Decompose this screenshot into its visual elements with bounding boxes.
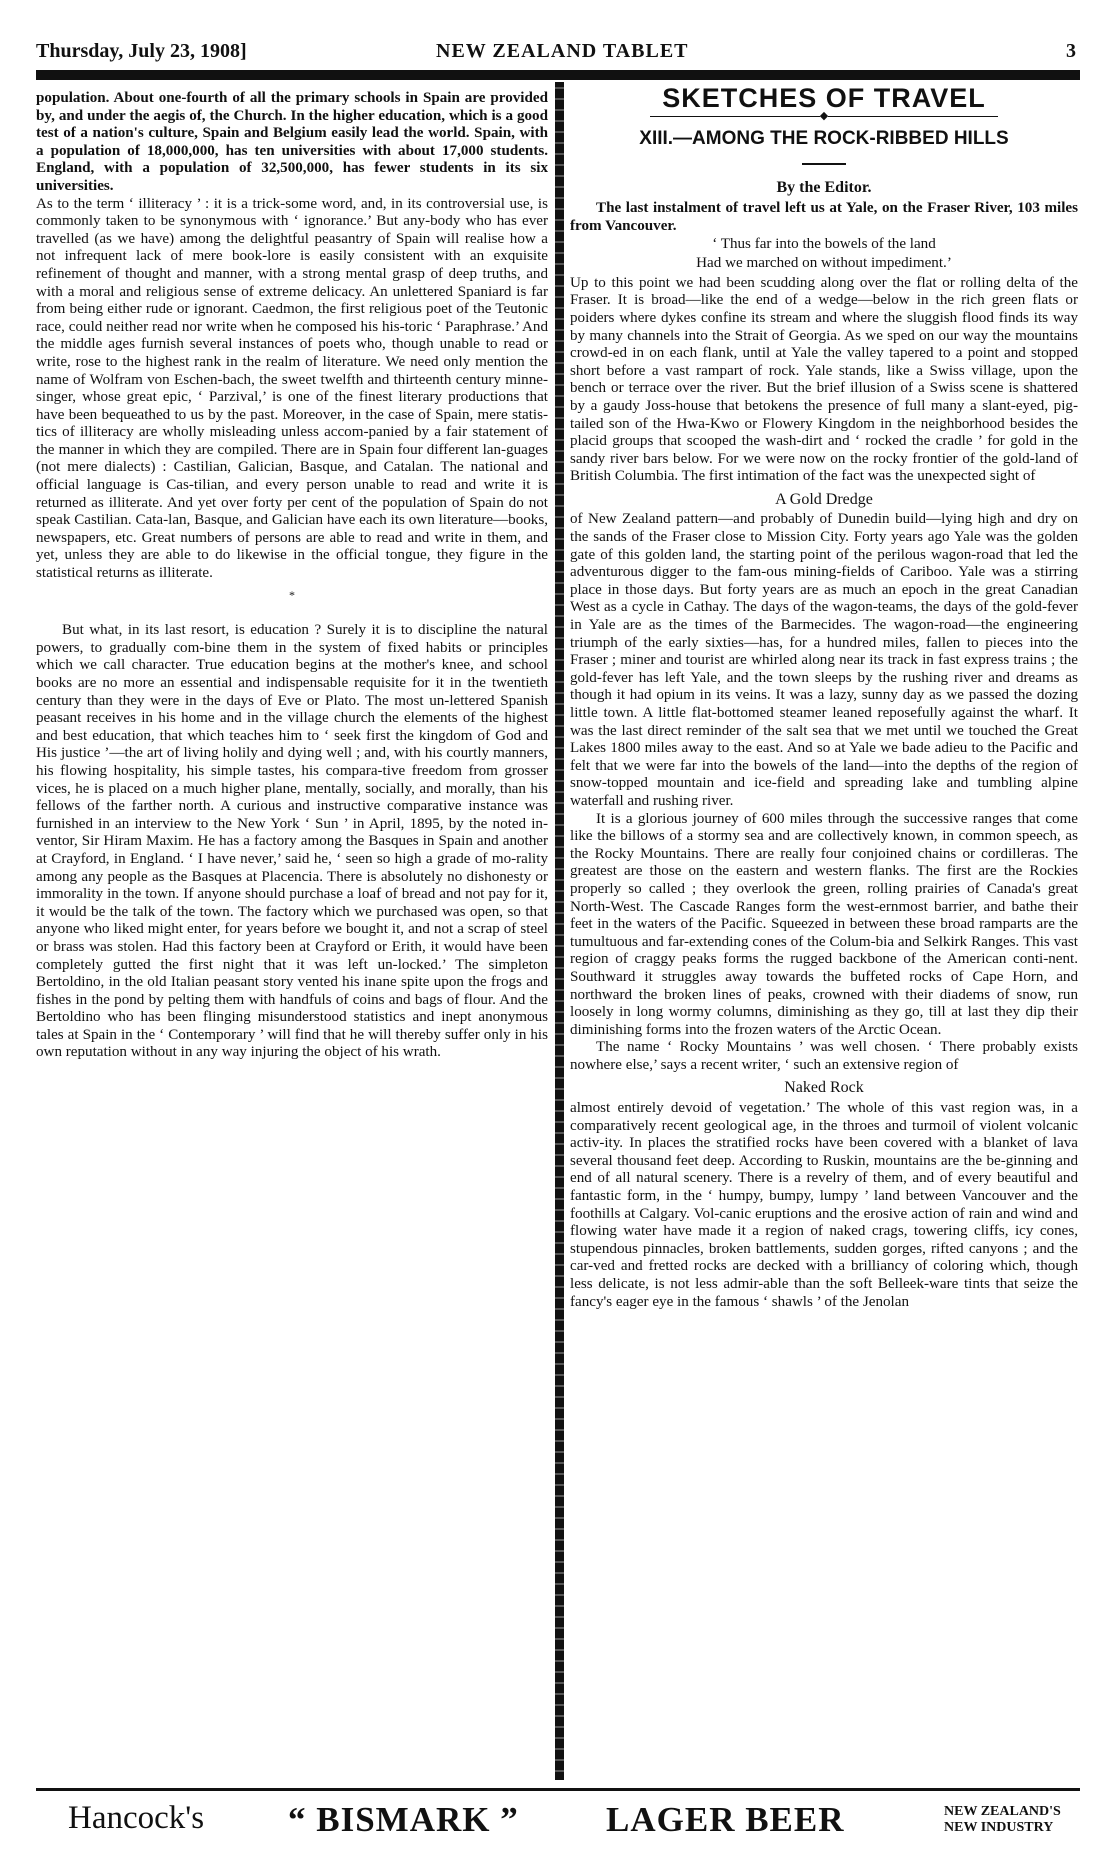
footer-advertisement: [36, 1800, 1080, 1850]
right-column: [570, 83, 1078, 1311]
chapter-title: XIII.—AMONG THE ROCK-RIBBED HILLS: [639, 127, 1009, 149]
header-rule: [36, 70, 1080, 80]
ad-brand: Hancock's: [68, 1800, 205, 1836]
ad-tagline-line: NEW INDUSTRY: [944, 1820, 1054, 1835]
article-paragraph: of New Zealand pattern—and probably of Dunedin build—lying high and dry on the sands of the Fraser close to Mission City. Forty years ago Yale was the golden gate of this golden land, the starting point of the perilous wagon-road that led the adventurous digger to the fam-ous mining-fields of Cariboo. Yale was a stirring place in those days. But forty years are as much an epoch in the great Canadian West as a cycle in Cathay. The days of the wagon-teams, the days of the gold-fever in Yale are as the times of the Barmecides. The wagon-road—the engineering triumph of the early sixties—has, for a hundred miles, fallen to pieces into the Fraser ; miner and tourist are whirled along near its track in fast express trains ; the gold-fever has left Yale, and the town sleeps by the rushing river and dreams as though it had opium in its veins. It was a lazy, sunny day as we passed the dozing little town. A little flat-bottomed steamer leaned reposefully against the wharf. It was the last direct reminder of the salt sea that we met until we touched the Great Lakes 1800 miles away to the east. And so at Yale we bade adieu to the Pacific and felt that we were far into the bowels of the land—into the depths of the region of snow-topped mountain and ice-field and spreading lake and tumbling alpine waterfall and rushing river.: [570, 511, 1078, 809]
ad-product: “ BISMARK ”: [288, 1800, 519, 1839]
article-paragraph: Up to this point we had been scudding along over the flat or rolling delta of the Fraser. It is broad—like the end of a wedge—below in the rich green flats or poiders where dykes confine its stream and where the sluggish flood finds its way by many channels into the Strait of Georgia. As we sped on our way the mountains crowd-ed in on each flank, until at Yale the valley tapered to a point and stopped short before a vast rampart of rock. Yale stands, like a Swiss village, upon the bench or terrace over the river. But the brief illusion of a Swiss scene is shattered by a gaudy Joss-house that betokens the presence of full many a slant-eyed, pig-tailed son of the Hwa-Kwo or Flowery Kingdom in the neighborhood besides the placid groups that scooped the wash-dirt and ‘ rocked the cradle ’ for gold in the sandy river bars below. For we were now on the rocky frontier of the gold-land of British Columbia. The first intimation of the fact was the unexpected sight of: [570, 274, 1078, 485]
column-divider: [555, 82, 564, 1780]
subheading: A Gold Dredge: [775, 490, 873, 508]
article-paragraph: The name ‘ Rocky Mountains ’ was well chosen. ‘ There probably exists nowhere else,’ says a recent writer, ‘ such an extensive region of: [570, 1039, 1078, 1073]
ad-tagline-line: NEW ZEALAND'S: [944, 1804, 1061, 1819]
short-rule: [570, 153, 1078, 171]
intro-paragraph: The last instalment of travel left us at Yale, on the Fraser River, 103 miles from Vancouver.: [570, 200, 1078, 234]
article-paragraph: population. About one-fourth of all the primary schools in Spain are provided by, and under the aegis of, the Church. In the higher education, which is a good test of a nation's culture, Spain and Belgium easily lead the world. Spain, with a population of 18,000,000, has ten universities with about 17,000 students. England, with a population of 32,500,000, has fewer students in its six universities.: [36, 90, 548, 194]
footer-rule: [36, 1788, 1080, 1791]
publication-title: NEW ZEALAND TABLET: [436, 40, 689, 62]
article-paragraph: It is a glorious journey of 600 miles through the successive ranges that come like the billows of a stormy sea and are collectively known, in common speech, as the Rocky Mountains. There are really four conjoined chains or cordilleras. The greatest are those on the eastern and western flanks. The first are the Rockies properly so called ; they overlook the green, rolling prairies of Canada's great North-West. The Cascade Ranges form the west-ernmost barrier, and bathe their feet in the waters of the Pacific. Squeezed in between these broad ramparts are the tumultuous and far-extending cones of the Colum-bia and Selkirk Ranges. This vast region of craggy peaks forms the rugged backbone of the American conti-nent. Southward it struggles away towards the buffeted rocks of Cape Horn, and northward the broken lines of peaks, crowned with their diadems of snow, run loosely in long wormy columns, diminishing as they go, till at last they dip their diminishing forms into the frozen waters of the Arctic Ocean.: [570, 810, 1078, 1038]
section-title: SKETCHES OF TRAVEL: [662, 83, 986, 113]
subheading: Naked Rock: [784, 1079, 864, 1097]
page-header: [36, 40, 1080, 66]
section-separator: *: [289, 587, 295, 602]
left-column: [36, 90, 548, 1062]
ad-kind: LAGER BEER: [606, 1800, 845, 1839]
issue-date: Thursday, July 23, 1908]: [36, 40, 247, 62]
article-paragraph: But what, in its last resort, is education ? Surely it is to discipline the natural powers, to gradually com-bine them in the system of fixed habits or principles which we call character. True education begins at the mother's knee, and school books are no more an essential and indispensable requisite for it in the twentieth century than they were in the days of Eve or Plato. The most un-lettered Spanish peasant receives in his home and in the village church the elements of the highest and best education, that which teaches him to ‘ seek first the kingdom of God and His justice ’—the art of living holily and dying well ; and, with his courtly manners, his flowing hospitality, his simple tastes, his compara-tive freedom from grosser vices, he is placed on a much higher plane, mentally, socially, and morally, than his fellows of the farther north. A curious and instructive comparative instance was furnished in an interview to the New York ‘ Sun ’ in April, 1895, by the noted in-ventor, Sir Hiram Maxim. He has a factory among the Basques in Spain and another at Crayford, in England. ‘ I have never,’ said he, ‘ seen so high a grade of mo-rality among any people as the Basques at Placencia. There is absolutely no dishonesty or immorality in the town. If anyone should purchase a loaf of bread and not pay for it, it would be the talk of the town. The factory which we purchased was open, so that anyone who liked might enter, for years before we bought it, and not a scrap of steel or brass was stolen. Had this factory been at Crayford or Erith, it would have been completely gutted the first night that it was left un-locked.’ The simpleton Bertoldino, in the old Italian peasant story vented his inane spite upon the frogs and fishes in the pond by pelting them with handfuls of coins and bags of flour. And the Bertoldino who has been flinging misunderstood statistics and inept anonymous tales at Spain in the ‘ Contemporary ’ will find that he will thereby suffer only in his own reputation without in any way injuring the object of his wrath.: [36, 622, 548, 1061]
quote-line: Had we marched on without impediment.’: [696, 255, 952, 272]
article-paragraph: As to the term ‘ illiteracy ’ : it is a trick-some word, and, in its controversial use, is commonly taken to be synonymous with ‘ ignorance.’ But any-body who has ever travelled (as we have) among the delightful peasantry of Spain will realise how a not infrequent lack of mere book-lore is easily consistent with an exquisite refinement of thought and manner, with a strong mental grasp of deep truths, and with a moral and religious sense of extreme delicacy. An unlettered Spaniard is far from being either rude or ignorant. Caedmon, the first religious poet of the Teutonic race, could neither read nor write when he composed his his-toric ‘ Paraphrase.’ And the middle ages furnish several instances of poets who, though unable to read or write, rose to the highest rank in the realm of literature. We need only mention the name of Wolfram von Eschen-bach, the sweet twelfth and thirteenth century minne-singer, whose great epic, ‘ Parzival,’ is one of the finest literary productions that have been bequeathed to us by the past. Moreover, in the case of Spain, mere statis-tics of illiteracy are wholly misleading unless accom-panied by a fair statement of the manner in which they are compiled. There are in Spain four different lan-guages (not mere dialects) : Castilian, Galician, Basque, and Catalan. The national and official language is Cas-tilian, and every person unable to read and write it is returned as illiterate. And yet over forty per cent of the population of Spain do not speak Castilian. Cata-lan, Basque, and Galician have each its own literature—books, newspapers, etc. Great numbers of persons are able to read and write in them, and yet, unless they are able to do likewise in the official tongue, they figure in the statistical returns as illiterate.: [36, 195, 548, 582]
page-number: 3: [1066, 40, 1076, 62]
quote-line: ‘ Thus far into the bowels of the land: [712, 235, 936, 252]
byline: By the Editor.: [776, 178, 872, 196]
article-paragraph: almost entirely devoid of vegetation.’ The whole of this vast region was, in a comparatively recent geological age, in the throes and turmoil of violent volcanic activ-ity. In places the stratified rocks have been covered with a blanket of lava several thousand feet deep. According to Ruskin, mountains are the be-ginning and end of all natural scenery. There is a revelry of them, and of every beautiful and fantastic form, in the ‘ humpy, bumpy, lumpy ’ land between Vancouver and the foothills at Calgary. Vol-canic eruptions and the erosive action of rain and wind and flowing water have made it a region of naked crags, towering cliffs, icy cones, stupendous pinnacles, broken battlements, sudden gorges, rifted canyons ; and the car-ved and fretted rocks are decked with a brilliancy of coloring which, though less delicate, is not less admir-able than the soft Belleek-ware tints that seize the fancy's eager eye in the famous ‘ shawls ’ of the Jenolan: [570, 1100, 1078, 1310]
ad-tagline: [944, 1804, 1061, 1836]
title-ornament: ◆: [570, 110, 1078, 122]
